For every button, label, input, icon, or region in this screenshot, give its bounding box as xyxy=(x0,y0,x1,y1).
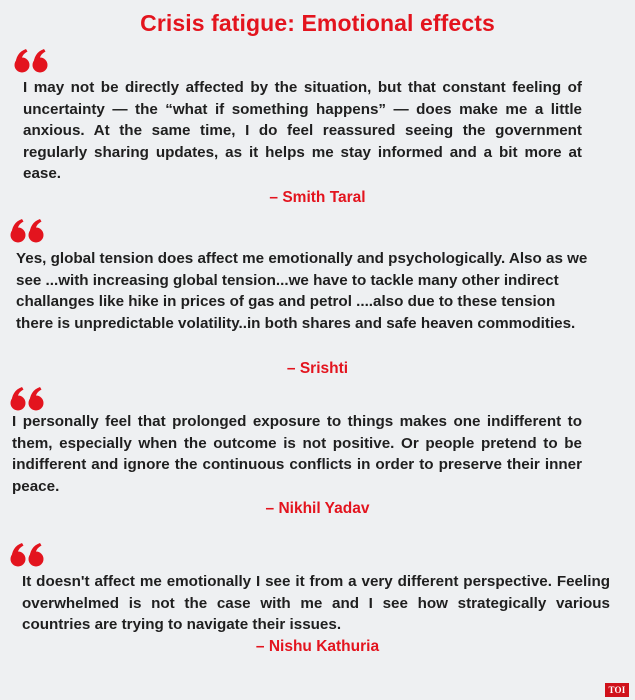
quote-text: I may not be directly affected by the situation, but that constant feeling of uncertainty — the “what if something happens” — does make me a little anxious. At the same time, I do feel reassured seeing the government regularly sharing updates, as it helps me stay informed and a bit more at ease. xyxy=(23,79,582,183)
quote-mark-icon xyxy=(10,542,50,568)
quote-text: I personally feel that prolonged exposure to things makes one indifferent to them, especially when the outcome is not positive. Or people pretend to be indifferent and ignore the continuous conflicts in order to preserve their inner peace. xyxy=(12,413,582,495)
quote-text: It doesn't affect me emotionally I see it from a very different perspective. Feeling overwhelmed is not the case with me and I see how strategically various countries are trying to navigate their issues. xyxy=(22,573,610,634)
quote-author: – Nishu Kathuria xyxy=(255,638,380,655)
quote-mark-icon xyxy=(14,48,54,74)
quote-author: – Nikhil Yadav xyxy=(265,500,370,517)
quote-mark-icon xyxy=(10,218,50,244)
quote-mark-icon xyxy=(10,386,50,412)
quote-text: Yes, global tension does affect me emotionally and psychologically. Also as we see ...with increasing global tension...we have to tackle many other indirect challanges like hike in prices of gas and petrol ....also due to these tension there is unpredictable volatility..in both shares and safe heaven commodities. xyxy=(16,250,588,332)
page-title: Crisis fatigue: Emotional effects xyxy=(140,10,495,36)
quote-author: – Srishti xyxy=(286,360,349,377)
quote-author: – Smith Taral xyxy=(269,189,366,206)
toi-logo-icon: TOI xyxy=(605,683,629,697)
